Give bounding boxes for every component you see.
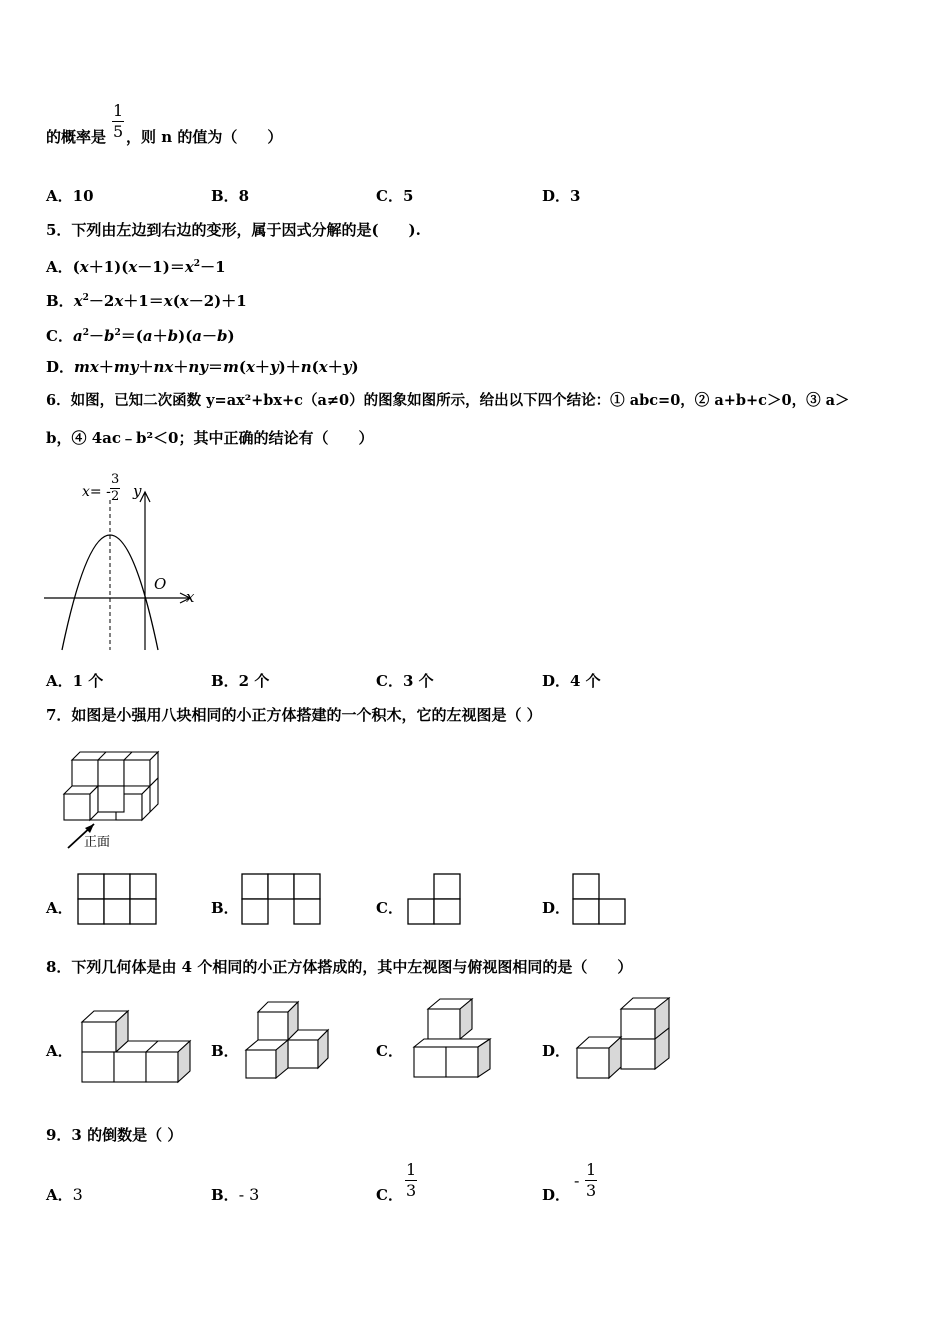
q8-option-b[interactable]: B．	[211, 1042, 239, 1060]
q9-option-c[interactable]: C．	[376, 1186, 403, 1204]
q9-option-c-fraction	[405, 1160, 417, 1201]
q6-origin-label: O	[154, 575, 167, 593]
q7-option-b[interactable]: B．	[211, 899, 239, 917]
q7-block-figure	[60, 748, 170, 853]
q8-option-c[interactable]: C．	[376, 1042, 403, 1060]
q7-option-a-view	[77, 873, 157, 925]
q7-option-b-view	[241, 873, 321, 925]
q6-axis-line-label: x= -	[82, 484, 111, 500]
q9-option-c-num: 1	[406, 1160, 417, 1179]
q9-option-c-den: 3	[406, 1181, 417, 1200]
q5-option-b[interactable]: B．$x^2-2x+1=x(x-2)+1$	[46, 292, 247, 310]
q5-option-c[interactable]: C．$a^2-b^2=(a+b)(a-b)$	[46, 327, 235, 345]
q8-option-d[interactable]: D．	[542, 1042, 571, 1060]
q7-option-d-view	[572, 873, 628, 925]
q4-fraction-num: 1	[113, 101, 124, 120]
q7-option-a[interactable]: A．	[46, 899, 73, 917]
q6-option-a[interactable]: A．1 个	[46, 672, 104, 690]
q9-stem: 9．3 的倒数是（ ）	[46, 1126, 183, 1144]
q9-option-b-value: - 3	[238, 1185, 260, 1204]
q9-option-a[interactable]	[46, 1186, 83, 1204]
q9-option-d-fraction	[585, 1160, 597, 1201]
q6-stem-line1: 6．如图，已知二次函数 y=ax²+bx+c（a≠0）的图象如图所示，给出以下四个结论：① abc=0，② a+b+c＞0，③ a＞	[46, 392, 850, 409]
q6-axis-fraction	[110, 472, 120, 505]
q6-option-b[interactable]: B．2 个	[211, 672, 270, 690]
q4-option-b[interactable]: B．8	[211, 187, 250, 205]
q6-option-c[interactable]: C．3 个	[376, 672, 434, 690]
q8-option-d-solid	[575, 995, 675, 1081]
q8-option-b-solid	[244, 1000, 334, 1082]
q6-stem-line2: b，④ 4ac﹣b²＜0；其中正确的结论有（ ）	[46, 429, 374, 447]
q4-option-a[interactable]: A．10	[46, 187, 94, 205]
q9-option-b[interactable]	[211, 1186, 259, 1204]
q8-option-a-solid	[80, 1008, 198, 1084]
q8-stem: 8．下列几何体是由 4 个相同的小正方体搭成的，其中左视图与俯视图相同的是（ ）	[46, 958, 633, 976]
q6-x-label: x	[186, 588, 195, 606]
q7-stem: 7．如图是小强用八块相同的小正方体搭建的一个积木，它的左视图是（ ）	[46, 706, 542, 724]
q7-option-c[interactable]: C．	[376, 899, 403, 917]
q4-fraction-den: 5	[113, 122, 124, 141]
q5-option-d[interactable]: D．mx＋my＋nx＋ny＝m(x＋y)＋n(x＋y)	[46, 358, 359, 376]
q6-y-label: y	[133, 482, 142, 500]
q4-option-c[interactable]: C．5	[376, 187, 414, 205]
q8-option-c-solid	[412, 997, 494, 1081]
q5-stem: 5．下列由左边到右边的变形，属于因式分解的是( ).	[46, 221, 421, 239]
q4-option-d[interactable]: D．3	[542, 187, 581, 205]
q9-option-a-value: 3	[72, 1185, 83, 1204]
q4-stem-after: ，则 n 的值为（ ）	[126, 128, 283, 146]
q4-stem-before: 的概率是	[46, 128, 107, 146]
q9-option-b-label: B．	[211, 1186, 239, 1204]
q9-option-d-den: 3	[586, 1181, 597, 1200]
q7-option-c-view	[407, 873, 463, 925]
q9-option-d-num: 1	[586, 1160, 597, 1179]
q7-front-label: 正面	[84, 835, 111, 850]
q9-option-a-label: A．	[46, 1186, 73, 1204]
q6-option-d[interactable]: D．4 个	[542, 672, 601, 690]
q9-option-d-sign: -	[574, 1171, 580, 1190]
q6-axis-fraction-den: 2	[111, 489, 120, 504]
q7-option-d[interactable]: D．	[542, 899, 571, 917]
q6-axis-fraction-num: 3	[111, 472, 120, 487]
q6-parabola-graph	[40, 470, 210, 655]
q9-option-d[interactable]: D．	[542, 1186, 571, 1204]
q5-option-a[interactable]: A．$(x+1)(x-1)=x^2-1$	[46, 258, 226, 276]
q4-stem	[46, 128, 282, 146]
q8-option-a[interactable]: A．	[46, 1042, 73, 1060]
